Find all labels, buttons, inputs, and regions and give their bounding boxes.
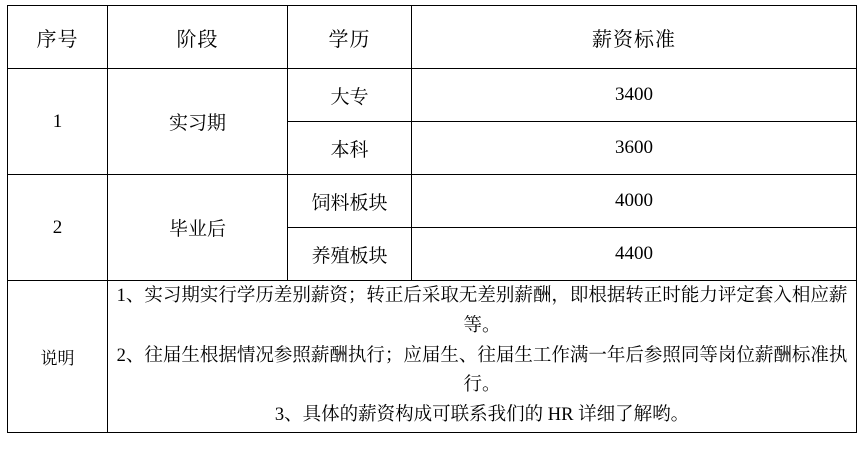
- notes-content: [108, 281, 857, 433]
- row-salary: 4000: [412, 175, 857, 228]
- row-education: 饲料板块: [288, 175, 412, 228]
- row-salary: 4400: [412, 228, 857, 281]
- row-number: 1: [8, 69, 108, 175]
- row-salary: 3600: [412, 122, 857, 175]
- row-education: 大专: [288, 69, 412, 122]
- note-line: 2、往届生根据情况参照薪酬执行；应届生、往届生工作满一年后参照同等岗位薪酬标准执行。: [116, 345, 848, 396]
- table-row: [8, 175, 857, 228]
- row-salary: 3400: [412, 69, 857, 122]
- table-row: [8, 69, 857, 122]
- note-line: 3、具体的薪资构成可联系我们的 HR 详细了解哟。: [274, 405, 690, 426]
- salary-standard-table: [7, 5, 857, 433]
- header-cell-education: 学历: [288, 6, 412, 69]
- header-cell-stage: 阶段: [108, 6, 288, 69]
- row-number: 2: [8, 175, 108, 281]
- salary-table-document: [0, 5, 862, 452]
- notes-label: 说明: [8, 281, 108, 433]
- row-stage: 实习期: [108, 69, 288, 175]
- row-stage: 毕业后: [108, 175, 288, 281]
- header-cell-no: 序号: [8, 6, 108, 69]
- row-education: 本科: [288, 122, 412, 175]
- notes-row: [8, 281, 857, 433]
- note-line: 1、实习期实行学历差别薪资；转正后采取无差别薪酬，即根据转正时能力评定套入相应薪等。: [116, 285, 848, 336]
- header-cell-salary: 薪资标准: [412, 6, 857, 69]
- row-education: 养殖板块: [288, 228, 412, 281]
- table-header-row: [8, 6, 857, 69]
